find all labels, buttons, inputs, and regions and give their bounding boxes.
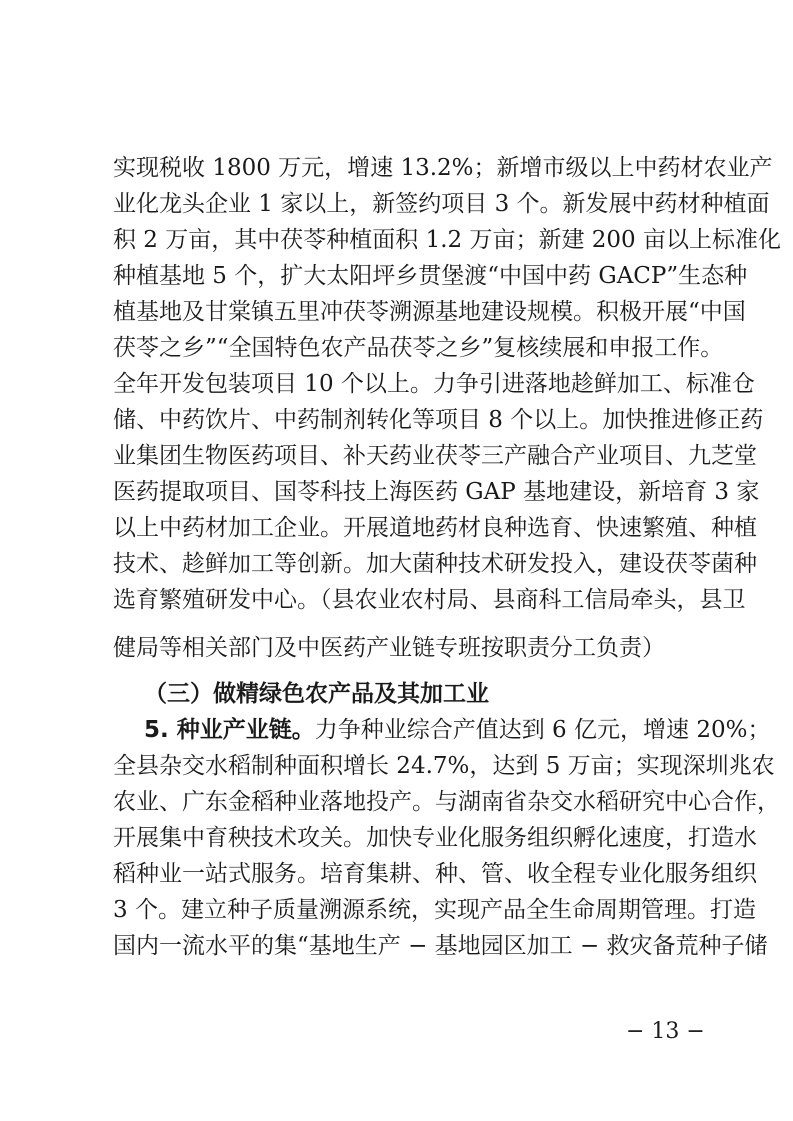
body-line-11: 以上中药材加工企业。开展道地药材良种选育、快速繁殖、种植	[113, 515, 757, 541]
body-line-4: 种植基地 5 个，扩大太阳坪乡贯堡渡“中国中药 GACP”生态种	[113, 263, 748, 289]
para5-line-4: 开展集中育秧技术攻关。加快专业化服务组织孵化速度，打造水	[113, 825, 757, 851]
body-line-1: 实现税收 1800 万元，增速 13.2%；新增市级以上中药材农业产	[113, 155, 773, 181]
body-line-13: 选育繁殖研发中心。（县农业农村局、县商科工信局牵头，县卫	[113, 587, 746, 613]
para5-line-3: 农业、广东金稻种业落地投产。与湖南省杂交水稻研究中心合作，	[113, 789, 780, 815]
body-line-9: 业集团生物医药项目、补天药业茯苓三产融合产业项目、九芝堂	[113, 443, 757, 469]
para5-lead: 5. 种业产业链。	[144, 717, 315, 743]
body-line-7: 全年开发包装项目 10 个以上。力争引进落地趁鲜加工、标准仓	[113, 371, 755, 397]
body-line-5: 植基地及甘棠镇五里冲茯苓溯源基地建设规模。积极开展“中国	[113, 299, 746, 325]
body-line-8: 储、中药饮片、中药制剂转化等项目 8 个以上。加快推进修正药	[113, 407, 764, 433]
para5-line-2: 全县杂交水稻制种面积增长 24.7%，达到 5 万亩；实现深圳兆农	[113, 753, 775, 779]
para5-line-6: 3 个。建立种子质量溯源系统，实现产品全生命周期管理。打造	[113, 897, 756, 923]
body-line-10: 医药提取项目、国苓科技上海医药 GAP 基地建设，新培育 3 家	[113, 479, 760, 505]
body-line-6: 茯苓之乡”“全国特色农产品茯苓之乡”复核续展和申报工作。	[113, 335, 724, 361]
body-line-3: 积 2 万亩，其中茯苓种植面积 1.2 万亩；新建 200 亩以上标准化	[113, 227, 781, 253]
para5-line-7: 国内一流水平的集“基地生产 − 基地园区加工 − 救灾备荒种子储	[113, 933, 768, 959]
para5-first-line	[144, 712, 771, 748]
body-line-12: 技术、趁鲜加工等创新。加大菌种技术研发投入，建设茯苓菌种	[113, 551, 757, 577]
para5-first-rest: 力争种业综合产值达到 6 亿元，增速 20%；	[314, 717, 771, 743]
section-heading: （三）做精绿色农产品及其加工业	[144, 681, 489, 707]
page-number: − 13 −	[626, 1019, 705, 1044]
body-line-2: 业化龙头企业 1 家以上，新签约项目 3 个。新发展中药材种植面	[113, 191, 770, 217]
body-line-14: 健局等相关部门及中医药产业链专班按职责分工负责）	[113, 635, 665, 661]
para5-line-5: 稻种业一站式服务。培育集耕、种、管、收全程专业化服务组织	[113, 861, 757, 887]
